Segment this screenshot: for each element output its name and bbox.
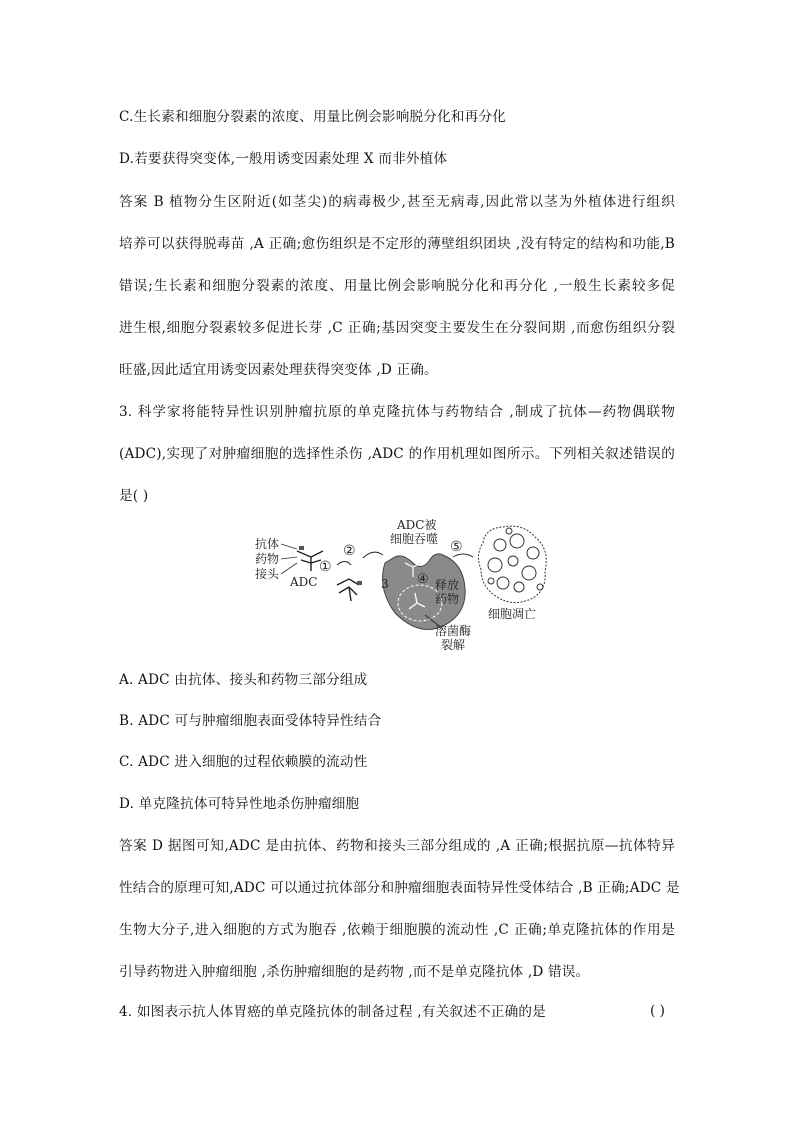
q3-option-a: A. ADC 由抗体、接头和药物三部分组成 — [119, 672, 368, 688]
adc-mechanism-figure — [245, 513, 555, 653]
q3-answer-line-1: 答案 D 据图可知,ADC 是由抗体、药物和接头三部分组成的 ,A 正确;根据抗原—抗体特异 — [119, 838, 675, 854]
label-engulf-2: 细胞吞噬 — [390, 532, 439, 546]
step-3-marker: 3 — [381, 577, 389, 591]
q2-answer-line-5: 旺盛,因此适宜用诱变因素处理获得突变体 ,D 正确。 — [119, 362, 438, 378]
q3-option-d: D. 单克隆抗体可特异性地杀伤肿瘤细胞 — [119, 796, 360, 812]
step-4-marker: ④ — [417, 572, 429, 587]
q3-stem-line-2: (ADC),实现了对肿瘤细胞的选择性杀伤 ,ADC 的作用机理如图所示。下列相关叙述错误的 — [119, 446, 675, 462]
q4-answer-paren: ( ) — [650, 1003, 665, 1019]
step-2-marker: ② — [343, 543, 356, 559]
q3-option-b: B. ADC 可与肿瘤细胞表面受体特异性结合 — [119, 713, 382, 729]
label-release-2: 药物 — [435, 592, 460, 606]
q2-answer-line-1: 答案 B 植物分生区附近(如茎尖)的病毒极少,甚至无病毒,因此常以茎为外植体进行组织 — [119, 194, 675, 210]
label-release-1: 释放 — [435, 578, 460, 592]
label-lysosome-2: 裂解 — [441, 638, 466, 652]
label-drug: 药物 — [255, 552, 280, 566]
apoptotic-cell — [478, 526, 546, 602]
q3-stem-line-1: 3. 科学家将能特异性识别肿瘤抗原的单克隆抗体与药物结合 ,制成了抗体—药物偶联物 — [119, 404, 675, 420]
q2-option-c: C.生长素和细胞分裂素的浓度、用量比例会影响脱分化和再分化 — [119, 109, 507, 125]
q3-option-c: C. ADC 进入细胞的过程依赖膜的流动性 — [119, 754, 368, 770]
step-1-marker: ① — [319, 559, 332, 575]
q3-answer-line-4: 引导药物进入肿瘤细胞 ,杀伤肿瘤细胞的是药物 ,而不是单克隆抗体 ,D 错误。 — [119, 964, 590, 980]
label-engulf-1: ADC被 — [397, 518, 437, 532]
label-antibody: 抗体 — [255, 537, 280, 551]
label-apoptosis: 细胞凋亡 — [488, 607, 537, 621]
step-5-marker: ⑤ — [450, 539, 463, 555]
adc-molecule-2-icon — [337, 579, 362, 601]
q4-stem: 4. 如图表示抗人体胃癌的单克隆抗体的制备过程 ,有关叙述不正确的是 — [119, 1004, 546, 1020]
q3-answer-line-2: 性结合的原理可知,ADC 可以通过抗体部分和肿瘤细胞表面特异性受体结合 ,B 正确;ADC 是 — [119, 880, 680, 896]
label-adc: ADC — [290, 575, 318, 589]
q2-answer-line-4: 进生根,细胞分裂素较多促进长芽 ,C 正确;基因突变主要发生在分裂间期 ,而愈伤组织分裂 — [119, 320, 675, 336]
q3-answer-line-3: 生物大分子,进入细胞的方式为胞吞 ,依赖于细胞膜的流动性 ,C 正确;单克隆抗体的作用是 — [119, 922, 675, 938]
label-lysosome-1: 溶菌酶 — [435, 624, 472, 638]
label-linker: 接头 — [255, 567, 280, 581]
q3-stem-line-3: 是( ) — [119, 488, 149, 504]
q2-option-d: D.若要获得突变体,一般用诱变因素处理 X 而非外植体 — [119, 151, 448, 167]
q2-answer-line-3: 错误;生长素和细胞分裂素的浓度、用量比例会影响脱分化和再分化 ,一般生长素较多促 — [119, 278, 675, 294]
q2-answer-line-2: 培养可以获得脱毒苗 ,A 正确;愈伤组织是不定形的薄壁组织团块 ,没有特定的结构和功能,B — [119, 236, 675, 252]
